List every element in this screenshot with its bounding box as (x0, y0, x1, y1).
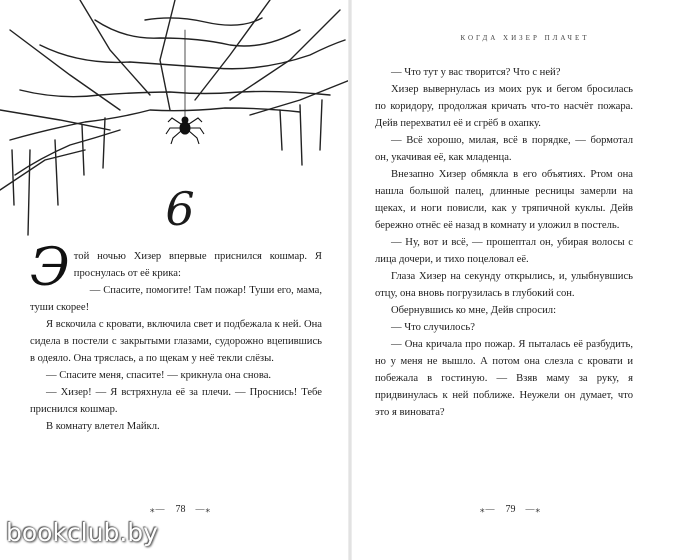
paragraph: Я вскочила с кровати, включила свет и подбежала к ней. Она сидела в постели с закрытыми глазами, судорожно вцепившись в одеяло. Она тряслась, а по щекам у неё текли слёзы. (30, 319, 322, 364)
folio-ornament-icon: —⁎ (195, 504, 211, 514)
paragraph: В комнату влетел Майкл. (46, 421, 160, 432)
drop-cap: Э (30, 238, 70, 298)
left-page-text (30, 238, 322, 435)
right-page-text (375, 64, 633, 421)
page-number-right (480, 504, 541, 515)
running-head: КОГДА ХИЗЕР ПЛАЧЕТ (460, 34, 590, 42)
page-number-left (150, 504, 211, 515)
chapter-number: 6 (165, 182, 195, 236)
spider-icon (166, 117, 204, 144)
paragraph: Хизер вывернулась из моих рук и бегом бросилась по коридору, продолжая кричать что-то насчёт пожара. Дейв перехватил её и сгрёб в охапку. (375, 84, 633, 129)
folio-ornament-icon: —⁎ (525, 504, 541, 514)
paragraph: Этой ночью Хизер впервые приснился кошмар. Я проснулась от её крика: (30, 238, 322, 298)
paragraph: — Ну, вот и всё, — прошептал он, убирая волосы с лица дочери, и тихо поцеловал её. (375, 237, 633, 265)
paragraph: — Спасите, помогите! Там пожар! Туши его, мама, туши скорее! (30, 285, 322, 313)
paragraph: Обернувшись ко мне, Дейв спросил: (391, 305, 557, 316)
watermark-logo: bookclub.by (6, 518, 158, 547)
paragraph: Глаза Хизер на секунду открылись, и, улыбнувшись отцу, она вновь погрузилась в глубокий сон. (375, 271, 633, 299)
paragraph: — Хизер! — Я встряхнула её за плечи. — Проснись! Тебе приснился кошмар. (30, 387, 322, 415)
folio-ornament-icon: ⁎— (480, 504, 496, 514)
paragraph: — Что тут у вас творится? Что с ней? (391, 67, 561, 78)
page-number: 79 (505, 504, 516, 515)
page-number: 78 (175, 504, 186, 515)
paragraph: — Всё хорошо, милая, всё в порядке, — бормотал он, укачивая её, как младенца. (375, 135, 633, 163)
folio-ornament-icon: ⁎— (150, 504, 166, 514)
paragraph: — Спасите меня, спасите! — крикнула она снова. (46, 370, 272, 381)
paragraph: Внезапно Хизер обмякла в его объятиях. Ртом она нашла большой палец, длинные ресницы замерли на щеках, и ноги повисли, как у тряпичной куклы. Дейв бережно отнёс её назад в комнату и уложил в постель. (375, 169, 633, 231)
paragraph: — Она кричала про пожар. Я пыталась её разбудить, но у меня не вышло. А потом она слезла с кровати и побежала в гостиную. — Взяв маму за руку, я придвинулась к ней поближе. Неужели он думает, что это я виновата? (375, 339, 633, 418)
paragraph: — Что случилось? (391, 322, 475, 333)
